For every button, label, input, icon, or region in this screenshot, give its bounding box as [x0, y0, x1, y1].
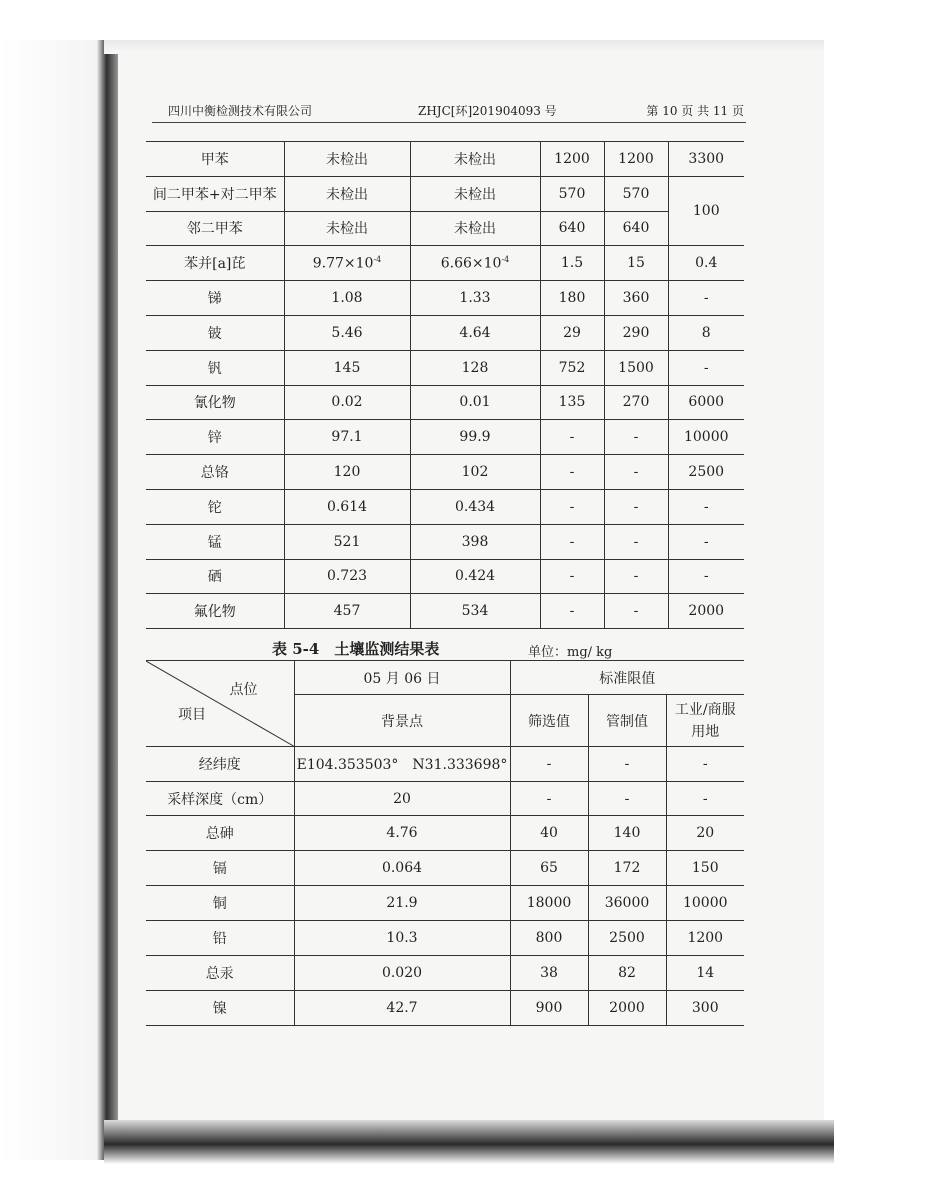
value-cell: E104.353503° N31.333698° — [294, 747, 510, 782]
item-cell: 镍 — [146, 991, 294, 1026]
standard-cell: 2500 — [588, 921, 666, 956]
item-cell: 铜 — [146, 886, 294, 921]
value-cell: 102 — [410, 455, 540, 490]
table-row — [146, 350, 744, 385]
scan-bottom-shadow — [104, 1120, 834, 1164]
standard-cell: 640 — [540, 211, 604, 246]
value-cell: 145 — [284, 350, 410, 385]
item-cell: 氟化物 — [146, 594, 284, 629]
value-cell: 457 — [284, 594, 410, 629]
standard-cell: - — [668, 350, 744, 385]
item-cell: 邻二甲苯 — [146, 211, 284, 246]
value-cell: 120 — [284, 455, 410, 490]
value-cell: 20 — [294, 782, 510, 816]
header-divider — [152, 122, 746, 123]
item-cell: 硒 — [146, 559, 284, 594]
header-date: 05 月 06 日 — [294, 661, 510, 695]
value-cell: 0.424 — [410, 559, 540, 594]
table-row — [146, 315, 744, 350]
standard-cell: 570 — [604, 176, 668, 211]
value-cell: 0.064 — [294, 851, 510, 886]
table-row — [146, 211, 744, 246]
value-exponent: -4 — [501, 254, 510, 264]
value-cell: 未检出 — [410, 176, 540, 211]
table-header-row — [146, 661, 744, 695]
item-cell: 铍 — [146, 315, 284, 350]
standard-cell: 360 — [604, 281, 668, 316]
standard-cell: - — [666, 747, 744, 782]
table-row — [146, 524, 744, 559]
value-cell: 398 — [410, 524, 540, 559]
standard-cell: 2000 — [668, 594, 744, 629]
header-land-use: 工业/商服用地 — [666, 695, 744, 747]
value-cell: 521 — [284, 524, 410, 559]
value-cell: 未检出 — [284, 176, 410, 211]
table-row — [146, 991, 744, 1026]
value-cell: 0.723 — [284, 559, 410, 594]
standard-cell: 36000 — [588, 886, 666, 921]
value-cell: 99.9 — [410, 420, 540, 455]
standard-cell: 140 — [588, 816, 666, 851]
standard-cell: 172 — [588, 851, 666, 886]
standard-cell: - — [540, 524, 604, 559]
table-row — [146, 921, 744, 956]
standard-cell: 270 — [604, 385, 668, 420]
value-cell: 未检出 — [410, 211, 540, 246]
value-cell: 4.64 — [410, 315, 540, 350]
item-cell: 锰 — [146, 524, 284, 559]
table-row — [146, 956, 744, 991]
diagonal-header-cell — [146, 661, 294, 747]
standard-cell: 29 — [540, 315, 604, 350]
value-cell: 1.33 — [410, 281, 540, 316]
header-background: 背景点 — [294, 695, 510, 747]
item-cell: 铊 — [146, 489, 284, 524]
value-cell: 534 — [410, 594, 540, 629]
item-cell: 苯并[a]芘 — [146, 246, 284, 281]
table-row — [146, 455, 744, 490]
item-cell: 总汞 — [146, 956, 294, 991]
table-row — [146, 816, 744, 851]
value-cell: 128 — [410, 350, 540, 385]
standard-cell: - — [668, 524, 744, 559]
table-caption: 表 5-4 土壤监测结果表 — [272, 640, 440, 658]
standard-cell: - — [510, 747, 588, 782]
table-row — [146, 594, 744, 629]
item-cell: 采样深度（cm） — [146, 782, 294, 816]
standard-cell: - — [668, 559, 744, 594]
standard-cell: 65 — [510, 851, 588, 886]
standard-cell: - — [588, 782, 666, 816]
report-number: ZHJC[环]201904093 号 — [418, 104, 557, 118]
table-row — [146, 559, 744, 594]
standard-cell: 18000 — [510, 886, 588, 921]
value-cell: 未检出 — [410, 142, 540, 177]
value-cell: 97.1 — [284, 420, 410, 455]
header-screening: 筛选值 — [510, 695, 588, 747]
value-cell: 0.020 — [294, 956, 510, 991]
standard-cell: - — [666, 782, 744, 816]
standard-cell: - — [604, 489, 668, 524]
standard-cell: - — [604, 559, 668, 594]
value-cell: 5.46 — [284, 315, 410, 350]
standard-cell: - — [540, 559, 604, 594]
table-row — [146, 420, 744, 455]
standard-cell: 15 — [604, 246, 668, 281]
standard-cell: - — [588, 747, 666, 782]
table-row — [146, 142, 744, 177]
table-row — [146, 489, 744, 524]
value-base: 6.66×10 — [440, 255, 502, 272]
table-row — [146, 281, 744, 316]
standard-cell: - — [604, 594, 668, 629]
standard-cell: 38 — [510, 956, 588, 991]
diagonal-line — [146, 661, 294, 746]
value-cell: 0.02 — [284, 385, 410, 420]
value-cell: 21.9 — [294, 886, 510, 921]
standard-cell: 1200 — [666, 921, 744, 956]
standard-cell: - — [604, 420, 668, 455]
item-cell: 氰化物 — [146, 385, 284, 420]
table-row — [146, 851, 744, 886]
item-cell: 钒 — [146, 350, 284, 385]
soil-monitoring-table — [146, 660, 744, 1026]
header-point-label: 点位 — [229, 682, 258, 698]
table-row — [146, 176, 744, 211]
standard-cell: 180 — [540, 281, 604, 316]
standard-cell: 0.4 — [668, 246, 744, 281]
table-row — [146, 747, 744, 782]
value-cell: 1.08 — [284, 281, 410, 316]
item-cell: 总砷 — [146, 816, 294, 851]
table-row — [146, 385, 744, 420]
page-header — [168, 102, 744, 120]
item-cell: 镉 — [146, 851, 294, 886]
standard-cell: - — [668, 489, 744, 524]
standard-cell: 640 — [604, 211, 668, 246]
header-standard: 标准限值 — [510, 661, 744, 695]
table-row — [146, 886, 744, 921]
standard-cell: - — [510, 782, 588, 816]
standard-cell: 82 — [588, 956, 666, 991]
standard-cell: 1.5 — [540, 246, 604, 281]
value-cell: 0.01 — [410, 385, 540, 420]
item-cell: 经纬度 — [146, 747, 294, 782]
value-cell: 0.434 — [410, 489, 540, 524]
standard-cell: 290 — [604, 315, 668, 350]
value-cell — [410, 246, 540, 281]
item-cell: 铅 — [146, 921, 294, 956]
item-cell: 锑 — [146, 281, 284, 316]
value-exponent: -4 — [373, 254, 382, 264]
standard-cell: 150 — [666, 851, 744, 886]
value-cell: 未检出 — [284, 142, 410, 177]
value-cell: 10.3 — [294, 921, 510, 956]
standard-cell-merged: 100 — [668, 176, 744, 246]
standard-cell: 2000 — [588, 991, 666, 1026]
standard-cell: 2500 — [668, 455, 744, 490]
standard-cell: 8 — [668, 315, 744, 350]
standard-cell: 300 — [666, 991, 744, 1026]
company-name: 四川中衡检测技术有限公司 — [168, 104, 313, 118]
item-cell: 间二甲苯+对二甲苯 — [146, 176, 284, 211]
header-item-label: 项目 — [178, 707, 206, 723]
value-cell: 未检出 — [284, 211, 410, 246]
item-cell: 甲苯 — [146, 142, 284, 177]
standard-cell: - — [540, 420, 604, 455]
standard-cell: 20 — [666, 816, 744, 851]
value-base: 9.77×10 — [312, 255, 374, 272]
value-cell: 4.76 — [294, 816, 510, 851]
standard-cell: 1500 — [604, 350, 668, 385]
standard-cell: 570 — [540, 176, 604, 211]
standard-cell: 40 — [510, 816, 588, 851]
scan-edge-shadow — [0, 40, 124, 1160]
table-row — [146, 782, 744, 816]
value-cell: 0.614 — [284, 489, 410, 524]
standard-cell: 135 — [540, 385, 604, 420]
standard-cell: - — [540, 594, 604, 629]
header-control: 管制值 — [588, 695, 666, 747]
standard-cell: - — [604, 455, 668, 490]
standard-cell: 800 — [510, 921, 588, 956]
standard-cell: 10000 — [668, 420, 744, 455]
standard-cell: 3300 — [668, 142, 744, 177]
standard-cell: 900 — [510, 991, 588, 1026]
standard-cell: 1200 — [604, 142, 668, 177]
page-number: 第 10 页 共 11 页 — [646, 104, 744, 118]
standard-cell: 752 — [540, 350, 604, 385]
item-cell: 总铬 — [146, 455, 284, 490]
value-cell: 42.7 — [294, 991, 510, 1026]
standard-cell: 1200 — [540, 142, 604, 177]
unit-label: 单位：mg/ kg — [528, 645, 613, 660]
monitoring-table-continued — [146, 141, 744, 629]
standard-cell: 14 — [666, 956, 744, 991]
standard-cell: - — [668, 281, 744, 316]
standard-cell: 10000 — [666, 886, 744, 921]
item-cell: 锌 — [146, 420, 284, 455]
standard-cell: - — [540, 489, 604, 524]
table-row — [146, 246, 744, 281]
standard-cell: - — [604, 524, 668, 559]
value-cell — [284, 246, 410, 281]
standard-cell: - — [540, 455, 604, 490]
standard-cell: 6000 — [668, 385, 744, 420]
